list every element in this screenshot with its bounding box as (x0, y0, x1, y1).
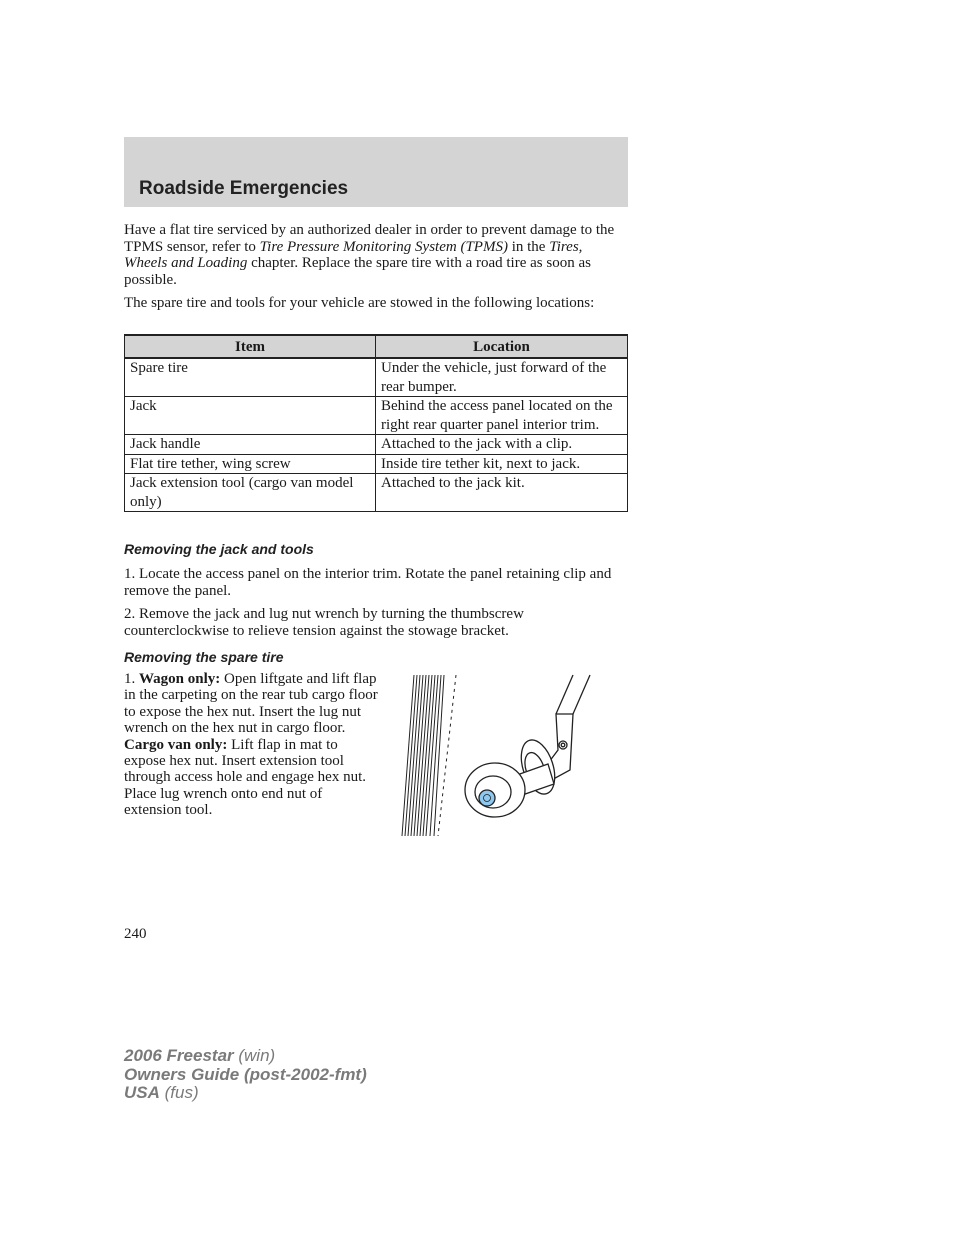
wagon-text: Open liftgate and lift flap in the carpeting on the rear tub cargo floor to expose the hex nut. Insert the lug nut wrench on the hex nut in cargo floor. (124, 671, 378, 737)
table-row (125, 358, 628, 397)
cargo-van-label: Cargo van only: (124, 736, 228, 753)
table-row (125, 397, 628, 435)
table-cell-item: Flat tire tether, wing screw (125, 454, 376, 474)
footer-line-1 (124, 1047, 367, 1066)
table-header-row (125, 335, 628, 358)
subheading-removing-jack: Removing the jack and tools (124, 541, 314, 557)
subheading-removing-spare: Removing the spare tire (124, 649, 284, 665)
footer-market-code: (fus) (159, 1083, 199, 1102)
section-title: Roadside Emergencies (139, 178, 349, 199)
hex-nut (479, 790, 495, 806)
footer-line-3 (124, 1084, 367, 1103)
wagon-label: Wagon only: (139, 671, 221, 687)
chapter-reference: Tires, Wheels and Loading (124, 238, 583, 271)
spare-tire-instructions (124, 671, 379, 819)
page-number: 240 (124, 926, 147, 942)
table-row (125, 454, 628, 474)
intro-text-c: chapter. Replace the spare tire with a road tire as soon as possible. (124, 255, 591, 288)
table-cell-item: Jack handle (125, 435, 376, 455)
table-row (125, 435, 628, 455)
table-cell-location: Inside tire tether kit, next to jack. (376, 454, 628, 474)
document-footer (124, 1047, 367, 1103)
cargo-van-text: Lift flap in mat to expose hex nut. Insert extension tool through access hole and engage hex nut. Place lug wrench onto end nut of extension tool. (124, 736, 366, 819)
footer-model-code: (win) (233, 1046, 276, 1065)
stowage-locations-table (124, 334, 628, 512)
footer-line-2: Owners Guide (post-2002-fmt) (124, 1064, 367, 1084)
step-number: 1. (124, 671, 139, 687)
jack-step-2: 2. Remove the jack and lug nut wrench by turning the thumbscrew counterclockwise to relieve tension against the stowage bracket. (124, 606, 524, 639)
column-header-item: Item (125, 335, 376, 358)
table-cell-location: Behind the access panel located on the right rear quarter panel interior trim. (376, 397, 628, 435)
footer-market: USA (124, 1083, 160, 1102)
intro-text-b: in the (507, 238, 550, 255)
jack-step-1: 1. Locate the access panel on the interior trim. Rotate the panel retaining clip and remove the panel. (124, 566, 612, 599)
locations-intro-paragraph: The spare tire and tools for your vehicle are stowed in the following locations: (124, 295, 595, 311)
table-cell-item: Jack (125, 397, 376, 435)
lug-wrench-on-hex-nut-illustration (398, 672, 598, 840)
column-header-location: Location (376, 335, 628, 358)
carpet-edge-lines (402, 675, 456, 836)
cargo-van-instruction (124, 737, 379, 819)
section-header-band (124, 137, 628, 207)
table-cell-location: Attached to the jack kit. (376, 474, 628, 512)
table-cell-location: Attached to the jack with a clip. (376, 435, 628, 455)
table-cell-item: Spare tire (125, 358, 376, 397)
wagon-instruction (124, 671, 379, 737)
intro-paragraph (124, 222, 628, 288)
tpms-reference: Tire Pressure Monitoring System (TPMS) (259, 238, 508, 255)
table-cell-location: Under the vehicle, just forward of the rear bumper. (376, 358, 628, 397)
table-row (125, 474, 628, 512)
table-cell-item: Jack extension tool (cargo van model only) (125, 474, 376, 512)
intro-text-a: Have a flat tire serviced by an authorized dealer in order to prevent damage to the TPMS sensor, refer to (124, 222, 615, 255)
footer-model: 2006 Freestar (124, 1046, 234, 1065)
